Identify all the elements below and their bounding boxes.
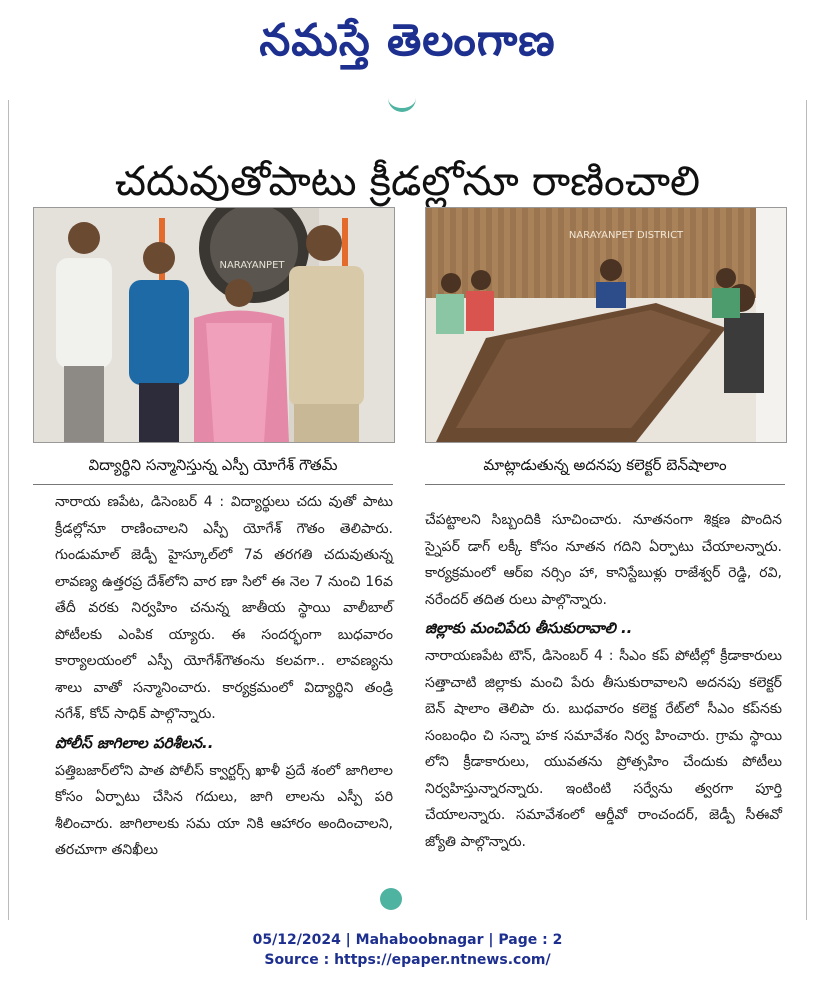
footer-edition-info: 05/12/2024 | Mahaboobnagar | Page : 2 (252, 932, 563, 948)
photo-meeting (425, 207, 787, 443)
photo-caption: విద్యార్థిని సన్మానిస్తున్న ఎస్పీ యోగేశ్ గౌతమ్ (33, 446, 393, 485)
article-column-right (425, 507, 782, 855)
article-headline: చదువుతోపాటు క్రీడల్లోనూ రాణించాలి (114, 157, 701, 206)
photo-sign-text: NARAYANPET DISTRICT (568, 230, 684, 241)
photo-felicitation-illustration (34, 208, 394, 442)
article-column-left (55, 489, 393, 864)
article-subheading: జిల్లాకు మంచిపేరు తీసుకురావాలి .. (425, 619, 633, 637)
photo-felicitation (33, 207, 395, 443)
article-paragraph: పత్తిబజార్‌లోని పాత పోలీస్ క్వార్టర్స్ ఖాళీ ప్రదే శంలో జాగిలాల కోసం ఏర్పాటు చేసిన గదులు, జాగి లాలను ఎస్పీ పరి శీలించారు. జాగిలాలకు సమ యా నికి ఆహారం అందించాలని, తరచూగా తనిఖీలు (55, 762, 393, 858)
article-paragraph: నారాయణపేట టౌన్, డిసెంబర్ 4 : సీఎం కప్ పోటీల్లో క్రీడాకారులు సత్తాచాటి జిల్లాకు మంచి పేరు తీసుకురావాలని అదనపు కలెక్టర్ బెన్ షాలాం తెలిపా రు. బుధవారం కలెక్ట రేట్‌లో సీఎం కప్‌నకు సంబంధిం చి సన్నా హక సమావేశం నిర్వ హించారు. గ్రామ స్థాయి లోని క్రీడాకారులు, యువతను ప్రోత్సహిం చేందుకు పోటీలు నిర్వహిస్తున్నారన్నారు. ఇంటింటి సర్వేను త్వరగా పూర్తి చేయాలన్నారు. సమావేశంలో ఆర్డీవో రాంచందర్, జెడ్పీ సీఈవో జ్యోతి పాల్గొన్నారు. (425, 648, 782, 850)
decorative-dot-icon (380, 888, 402, 910)
photo-meeting-illustration (426, 208, 786, 442)
article-paragraph: నారాయ ణపేట, డిసెంబర్ 4 : విద్యార్థులు చదు వుతో పాటు క్రీడల్లోనూ రాణించాలని ఎస్పీ యోగేశ్ గౌతం తెలిపారు. గుండుమాల్ జెడ్పీ హైస్కూల్‌లో 7వ తరగతి చదువుతున్న లావణ్య ఉత్తరప్ర దేశ్‌లోని వార ణా సిలో ఈ నెల 7 నుంచి 16వ తేదీ వరకు నిర్వహిం చనున్న జాతీయ స్థాయి వాలీబాల్ పోటీలకు ఎంపిక య్యారు. ఈ సందర్భంగా బుధవారం కార్యాలయంలో ఎస్పీ యోగేశ్‌గౌతంను కలవగా.. లావణ్యను శాలు వాతో సన్మానించారు. కార్యక్రమంలో విద్యార్థిని తండ్రి నగేశ్, కోచ్ సాధిక్ పాల్గొన్నారు. (55, 494, 393, 722)
photo-sign-text: NARAYANPET (219, 260, 285, 271)
clip-border (806, 100, 807, 920)
masthead-logo: నమస్తే తెలంగాణ (259, 15, 556, 66)
photo-caption: మాట్లాడుతున్న అదనపు కలెక్టర్ బెన్‌షాలాం (425, 446, 785, 485)
footer-source-link[interactable]: Source : https://epaper.ntnews.com/ (264, 952, 551, 968)
page-footer (0, 930, 815, 970)
article-subheading: పోలీస్ జాగిలాల పరిశీలన.. (55, 733, 214, 752)
clip-border (8, 100, 9, 920)
article-paragraph: చేపట్టాలని సిబ్బందికి సూచించారు. నూతనంగా శిక్షణ పొందిన స్నైపర్ డాగ్ లక్కీ కోసం నూతన గదిని ఏర్పాటు చేయాలన్నారు. కార్యక్రమంలో ఆర్ఐ నర్సిం హా, కానిస్టేబుళ్లు రాజేశ్వర్ రెడ్డి, రవి, నరేందర్ తదిత రులు పాల్గొన్నారు. (425, 512, 782, 608)
